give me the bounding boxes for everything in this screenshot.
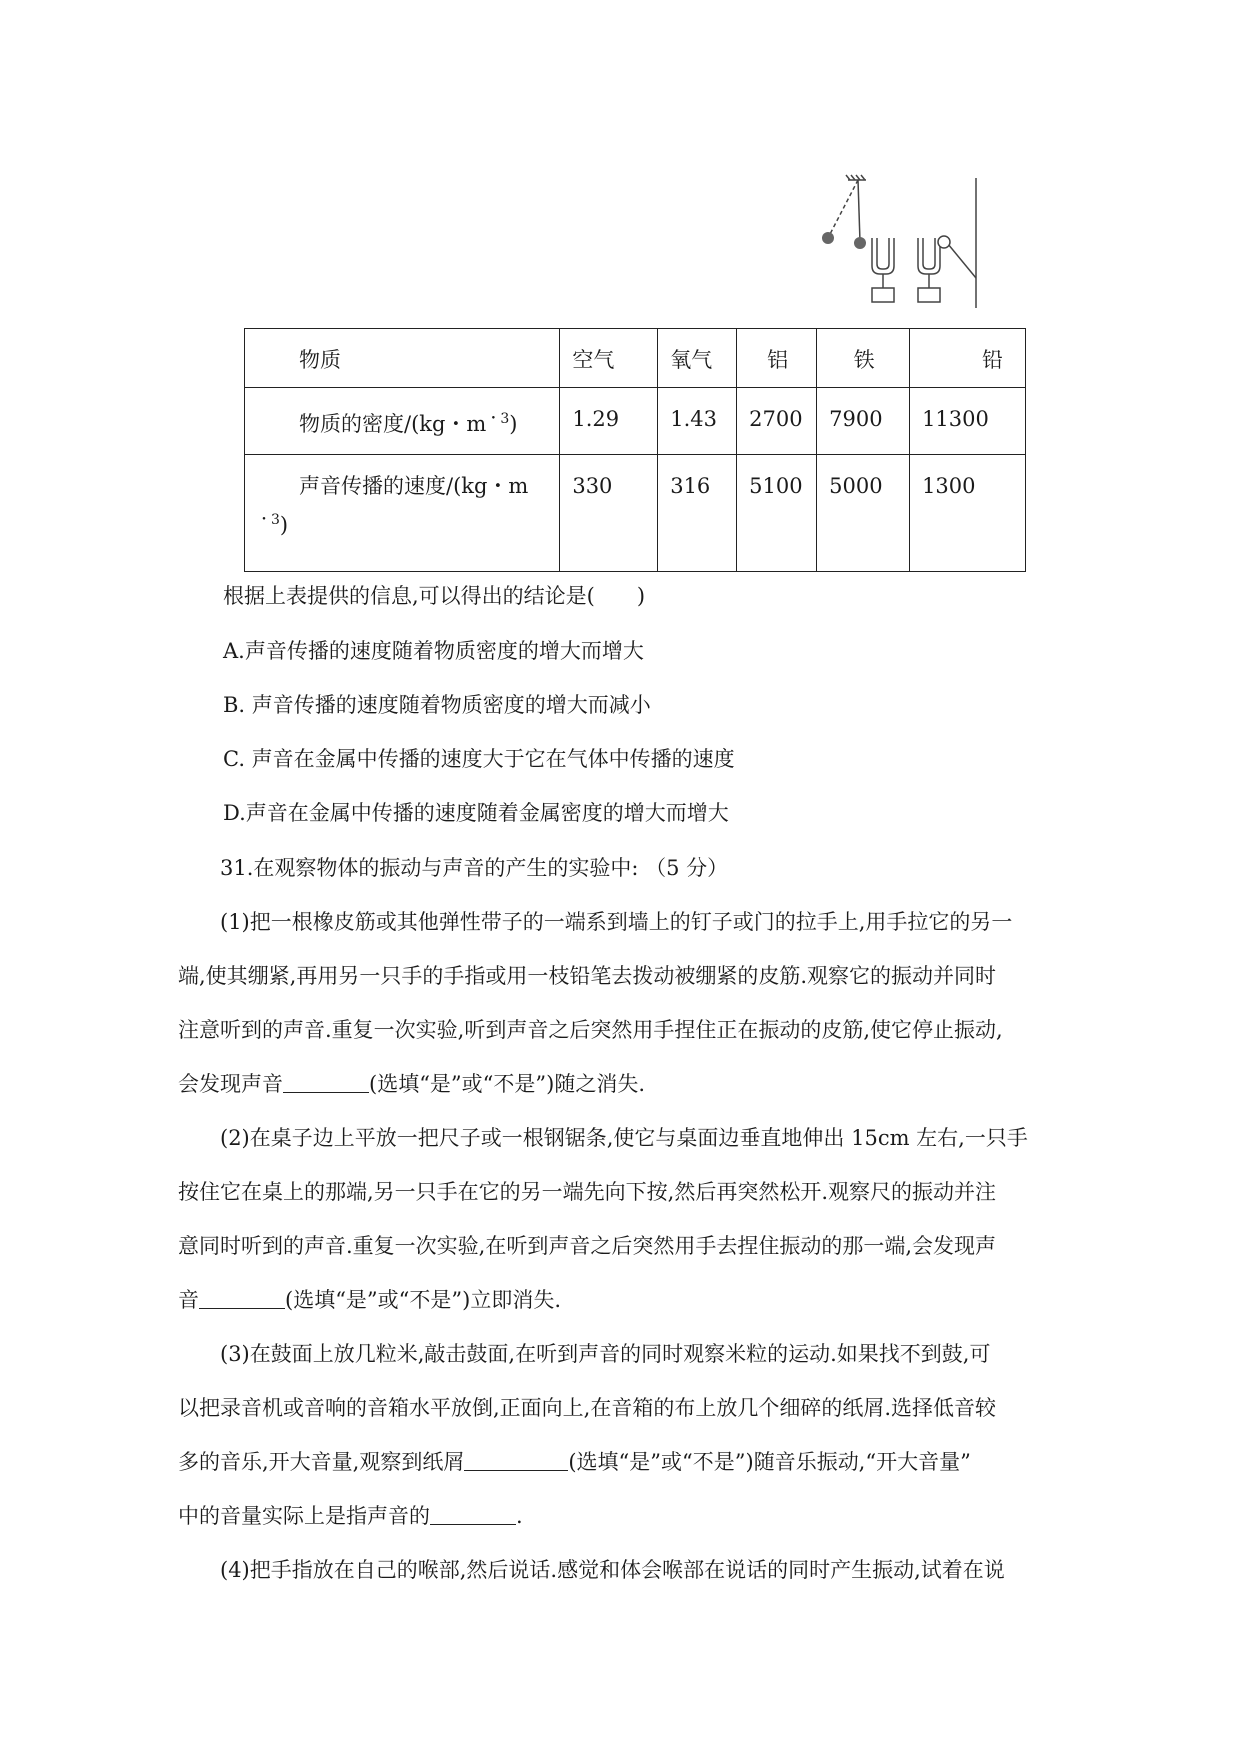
q31-p1-line: 端,使其绷紧,再用另一只手的手指或用一枝铅笔去拨动被绷紧的皮筋.观察它的振动并同时 [178, 964, 997, 988]
question-stem: 根据上表提供的信息,可以得出的结论是( ) [223, 584, 646, 608]
table-header-cell: 铁 [817, 329, 910, 388]
option-a: A.声音传播的速度随着物质密度的增大而增大 [223, 639, 644, 663]
q31-p4-line: (4)把手指放在自己的喉部,然后说话.感觉和体会喉部在说话的同时产生振动,试着在说 [220, 1558, 1005, 1582]
table-header-cell: 氧气 [658, 329, 737, 388]
q31-title: 31.在观察物体的振动与声音的产生的实验中: （5 分） [220, 856, 729, 880]
q31-p2-line: (2)在桌子边上平放一把尺子或一根钢锯条,使它与桌面边垂直地伸出 15cm 左右,一只手 [220, 1126, 1028, 1150]
q31-p1-line: 注意听到的声音.重复一次实验,听到声音之后突然用手捏住正在振动的皮筋,使它停止振动, [178, 1018, 1003, 1042]
table-row-speed [245, 455, 1026, 572]
density-label: 物质的密度/(kg・m [299, 412, 487, 436]
speed-unit-exponent: ・3 [257, 512, 280, 528]
table-header-cell: 铅 [910, 329, 1026, 388]
density-label-cell [245, 388, 560, 455]
table-cell: 316 [658, 455, 737, 572]
q31-p1-line: (1)把一根橡皮筋或其他弹性带子的一端系到墙上的钉子或门的拉手上,用手拉它的另一 [220, 910, 1013, 934]
table-cell: 1.43 [658, 388, 737, 455]
table-cell: 1300 [910, 455, 1026, 572]
q31-p1-text: 会发现声音 [178, 1072, 283, 1096]
q31-p2-line: 按住它在桌上的那端,另一只手在它的另一端先向下按,然后再突然松开.观察尺的振动并注 [178, 1180, 997, 1204]
q31-p2-line: 意同时听到的声音.重复一次实验,在听到声音之后突然用手去捏住振动的那一端,会发现声 [178, 1234, 997, 1258]
q31-p3-text: (选填“是”或“不是”)随音乐振动,“开大音量” [568, 1450, 971, 1474]
table-cell: 11300 [910, 388, 1026, 455]
table-header-cell: 空气 [560, 329, 658, 388]
density-label-suffix: ) [509, 412, 518, 436]
table-cell: 1.29 [560, 388, 658, 455]
q31-p2-text: 音 [178, 1288, 199, 1312]
q31-p3-line [178, 1446, 971, 1478]
q31-p2-line [178, 1284, 561, 1316]
table-cell: 5000 [817, 455, 910, 572]
table-row-density [245, 388, 1026, 455]
answer-blank-3[interactable] [464, 1450, 568, 1471]
tuning-fork-pendulum-figure [820, 170, 1000, 320]
table-cell: 7900 [817, 388, 910, 455]
speed-label-suffix: ) [279, 513, 289, 537]
q31-p3-line: (3)在鼓面上放几粒米,敲击鼓面,在听到声音的同时观察米粒的运动.如果找不到鼓,可 [220, 1342, 991, 1366]
option-d: D.声音在金属中传播的速度随着金属密度的增大而增大 [223, 801, 729, 825]
option-c: C. 声音在金属中传播的速度大于它在气体中传播的速度 [223, 747, 735, 771]
table-header-row [245, 329, 1026, 388]
table-cell: 330 [560, 455, 658, 572]
table-header-cell: 铝 [737, 329, 817, 388]
density-unit-exponent: ・3 [486, 411, 510, 427]
q31-p3-line: 以把录音机或音响的音箱水平放倒,正面向上,在音箱的布上放几个细碎的纸屑.选择低音较 [178, 1396, 997, 1420]
answer-blank-1[interactable] [283, 1072, 369, 1093]
table-cell: 2700 [737, 388, 817, 455]
q31-p3-text: 中的音量实际上是指声音的 [178, 1504, 430, 1528]
q31-p3-text: 多的音乐,开大音量,观察到纸屑 [178, 1450, 465, 1474]
q31-p2-text: (选填“是”或“不是”)立即消失. [285, 1288, 562, 1312]
speed-label-cell [245, 455, 560, 572]
q31-p1-line [178, 1068, 645, 1100]
answer-blank-2[interactable] [199, 1288, 285, 1309]
option-b: B. 声音传播的速度随着物质密度的增大而减小 [223, 693, 651, 717]
q31-p3-line [178, 1500, 523, 1532]
q31-p1-text: (选填“是”或“不是”)随之消失. [369, 1072, 646, 1096]
q31-p3-text: . [516, 1504, 523, 1528]
table-header-cell: 物质 [245, 329, 560, 388]
substance-data-table [244, 328, 1026, 572]
table-cell: 5100 [737, 455, 817, 572]
answer-blank-4[interactable] [430, 1504, 516, 1525]
speed-label: 声音传播的速度/(kg・m [299, 474, 529, 498]
